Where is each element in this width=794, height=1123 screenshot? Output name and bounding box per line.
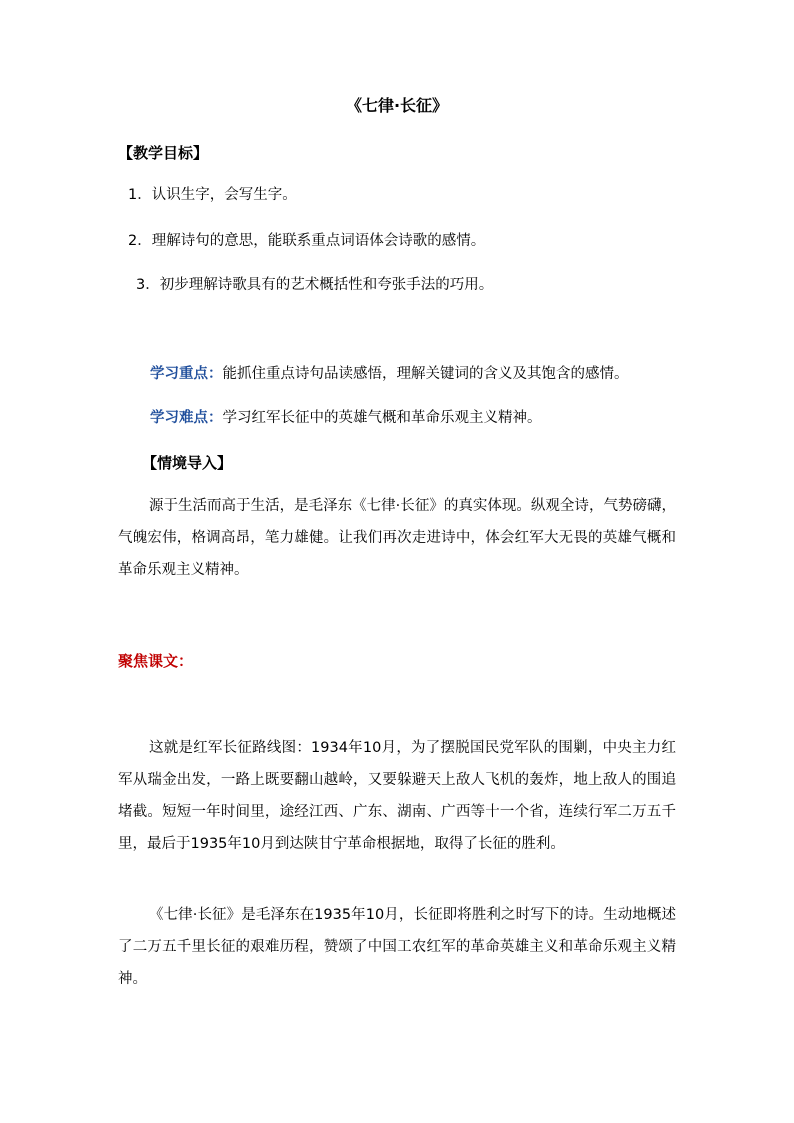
objective-item-1: 1．认识生字，会写生字。 <box>128 187 297 203</box>
difficulty-text: 学习红军长征中的英雄气概和革命乐观主义精神。 <box>222 410 542 426</box>
intro-heading: 【情境导入】 <box>142 454 233 472</box>
difficulty-label: 学习难点： <box>150 410 223 426</box>
objectives-heading: 【教学目标】 <box>118 144 209 162</box>
page-title: 《七律·长征》 <box>345 96 449 115</box>
difficulty-line <box>150 407 542 429</box>
text-paragraph-2: 《七律·长征》是毛泽东在1935年10月，长征即将胜利之时写下的诗。生动地概述了二万五千里长征的艰难历程，赞颂了中国工农红军的革命英雄主义和革命乐观主义精神。 <box>118 907 676 987</box>
text-paragraph-1: 这就是红军长征路线图：1934年10月，为了摆脱国民党军队的围剿，中央主力红军从瑞金出发，一路上既要翻山越岭，又要躲避天上敌人飞机的轰炸，地上敌人的围追堵截。短短一年时间里，途经江西、广东、湖南、广西等十一个省，连续行军二万五千里，最后于1935年10月到达陕甘宁革命根据地，取得了长征的胜利。 <box>118 740 676 852</box>
objective-item-3: 3．初步理解诗歌具有的艺术概括性和夸张手法的巧用。 <box>136 277 494 293</box>
key-point-label: 学习重点： <box>150 366 223 382</box>
objective-item-2: 2．理解诗句的意思，能联系重点词语体会诗歌的感情。 <box>128 233 486 249</box>
intro-paragraph: 源于生活而高于生活，是毛泽东《七律·长征》的真实体现。纵观全诗，气势磅礴，气魄宏伟，格调高昂，笔力雄健。让我们再次走进诗中，体会红军大无畏的英雄气概和革命乐观主义精神。 <box>118 498 676 578</box>
key-point-text: 能抓住重点诗句品读感悟，理解关键词的含义及其饱含的感情。 <box>222 366 629 382</box>
focus-heading: 聚焦课文： <box>118 652 194 670</box>
key-point-line <box>150 363 629 385</box>
